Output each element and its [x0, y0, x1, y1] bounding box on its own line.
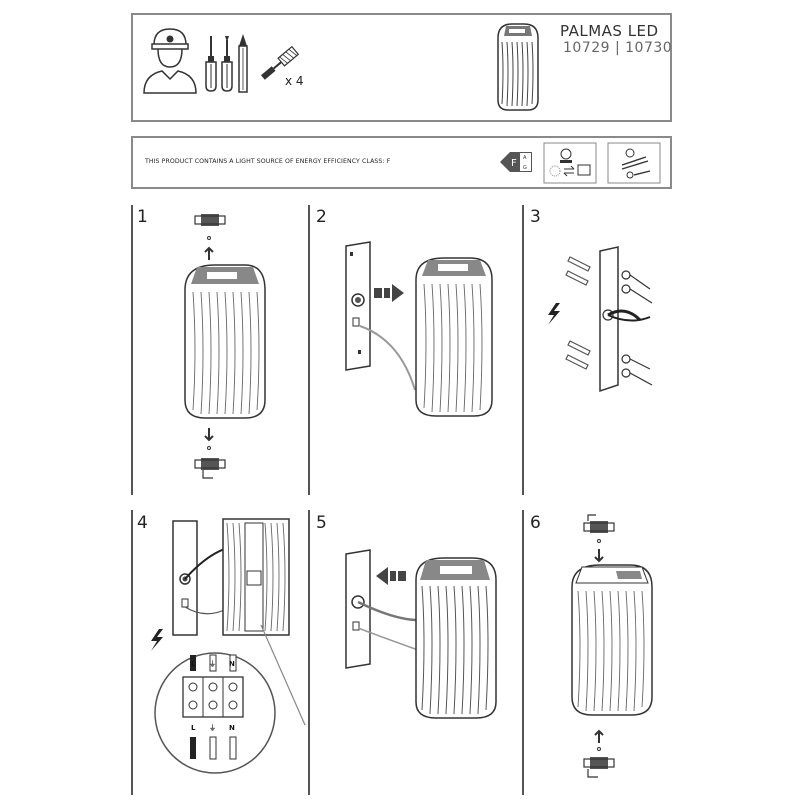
svg-text:G: G: [523, 165, 527, 171]
svg-text:A: A: [523, 155, 527, 161]
step-number: 4: [137, 513, 148, 533]
knob-icon: [584, 731, 614, 777]
step-divider: [522, 510, 524, 795]
mounting-plate: [346, 242, 370, 370]
technician-icon: [140, 25, 200, 97]
step-number: 2: [316, 207, 327, 227]
step-divider: [131, 510, 133, 795]
lamp-icon: [492, 20, 542, 114]
step-number: 6: [530, 513, 541, 533]
step-number: 5: [316, 513, 327, 533]
step-divider: [308, 510, 310, 795]
terminal-label-earth: ⏚: [209, 660, 216, 668]
lightning-icon: [151, 629, 163, 651]
product-codes: 10729 | 10730: [563, 40, 673, 56]
knob-icon: [584, 515, 614, 561]
pencil-icon: [237, 34, 249, 94]
step-6-illustration: [560, 515, 660, 780]
screwdriver-icon: [220, 36, 234, 92]
step-3-illustration: [540, 245, 660, 400]
terminal-label-live: L: [191, 724, 196, 732]
arrow-icon: [374, 284, 404, 302]
step-divider: [522, 205, 524, 495]
step-5-illustration: [340, 540, 505, 725]
step-divider: [131, 205, 133, 495]
step-2-illustration: [340, 240, 510, 425]
screw-quantity: x 4: [285, 74, 304, 88]
terminal-block: [183, 655, 243, 759]
terminal-label-earth: ⏚: [209, 724, 216, 732]
product-name: PALMAS LED: [560, 22, 659, 40]
step-4-illustration: [145, 515, 305, 790]
energy-statement: THIS PRODUCT CONTAINS A LIGHT SOURCE OF ENERGY EFFICIENCY CLASS: F: [145, 158, 391, 165]
energy-label-icon: [498, 150, 534, 174]
screwdriver-icon: [204, 36, 218, 92]
tools-icon: [608, 143, 660, 183]
step-divider: [308, 205, 310, 495]
terminal-label-neutral: N: [229, 660, 235, 668]
step-number: 3: [530, 207, 541, 227]
terminal-label-live: L: [191, 660, 196, 668]
step-number: 1: [137, 207, 148, 227]
step-1-illustration: [175, 210, 275, 485]
arrow-icon: [376, 567, 406, 585]
knob-icon: [195, 214, 225, 260]
knob-icon: [195, 428, 225, 478]
lightning-icon: [548, 303, 560, 325]
svg-text:F: F: [511, 158, 517, 169]
terminal-label-neutral: N: [229, 724, 235, 732]
bulb-replace-icon: [544, 143, 596, 183]
